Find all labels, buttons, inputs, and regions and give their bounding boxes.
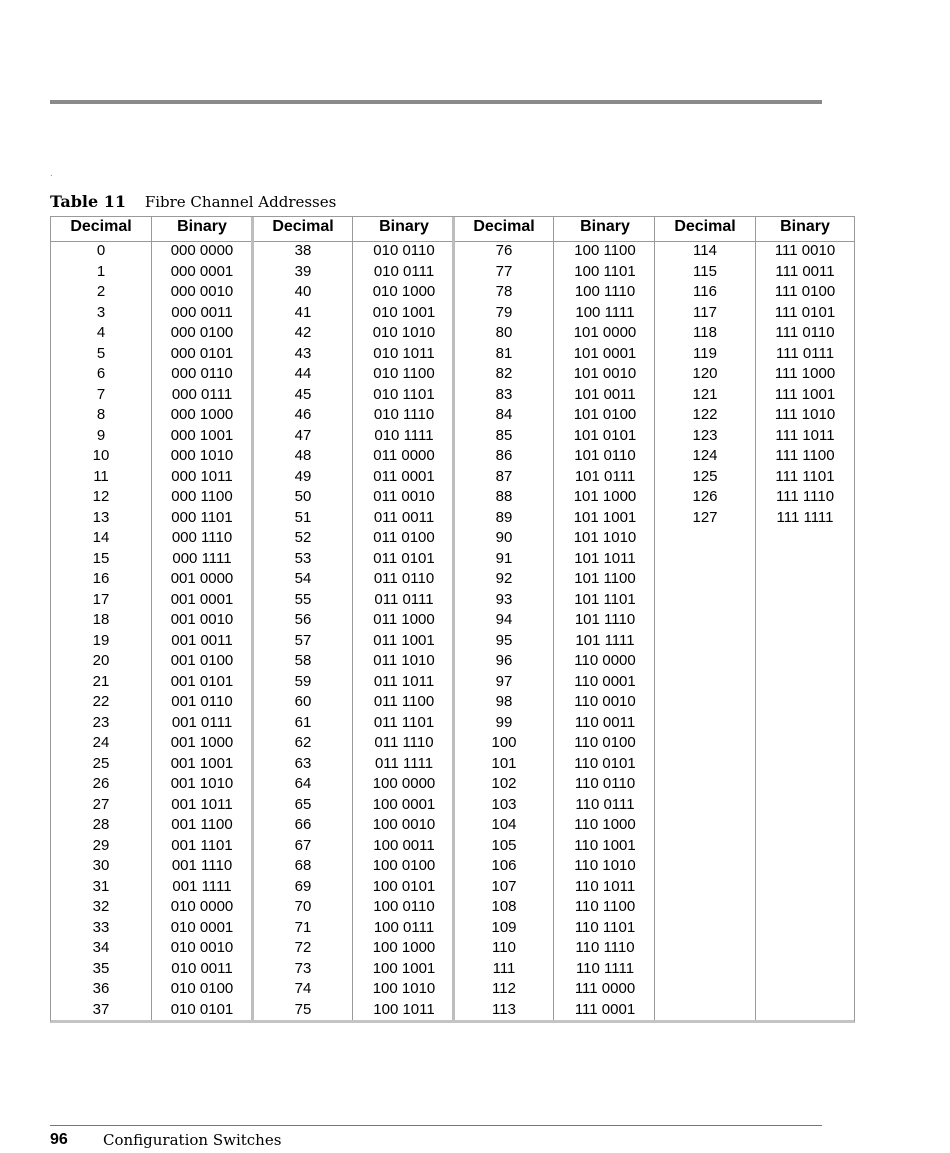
binary-cell: 011 1000 bbox=[373, 611, 435, 628]
decimal-cell: 77 bbox=[495, 262, 513, 280]
decimal-cell: 48 bbox=[294, 447, 312, 464]
decimal-cell: 67 bbox=[294, 836, 312, 854]
decimal-cell: 110 bbox=[492, 939, 516, 956]
header-decimal-1: Decimal bbox=[70, 218, 132, 235]
binary-cell: 001 0111 bbox=[171, 713, 233, 731]
binary-cell: 101 0000 bbox=[573, 324, 637, 341]
header-binary-2: Binary bbox=[379, 218, 429, 235]
decimal-cell: 95 bbox=[495, 631, 513, 649]
decimal-cell: 68 bbox=[294, 857, 312, 874]
decimal-cell: 83 bbox=[495, 385, 513, 403]
decimal-cell: 118 bbox=[693, 324, 717, 341]
decimal-cell: 60 bbox=[294, 693, 312, 710]
binary-cell: 010 0011 bbox=[171, 959, 233, 977]
binary-cell: 101 1101 bbox=[574, 590, 636, 608]
decimal-cell: 18 bbox=[92, 611, 110, 628]
decimal-cell: 65 bbox=[294, 795, 312, 813]
decimal-cell: 38 bbox=[294, 242, 312, 259]
decimal-cell: 114 bbox=[693, 242, 717, 259]
decimal-cell: 89 bbox=[495, 508, 513, 526]
binary-cell: 011 0100 bbox=[373, 529, 435, 546]
binary-cell: 111 0110 bbox=[775, 324, 835, 341]
binary-cell: 001 0100 bbox=[170, 652, 234, 669]
decimal-cell: 39 bbox=[294, 262, 312, 280]
binary-cell: 011 0000 bbox=[373, 447, 435, 464]
binary-cell: 101 1110 bbox=[574, 611, 636, 628]
binary-cell: 111 0101 bbox=[774, 303, 836, 321]
binary-cell: 010 0100 bbox=[170, 980, 234, 997]
binary-cell: 100 1101 bbox=[574, 262, 636, 280]
decimal-cell: 87 bbox=[495, 467, 513, 485]
binary-cell: 001 0000 bbox=[170, 570, 234, 587]
decimal-cell: 73 bbox=[294, 959, 312, 977]
binary-cell: 110 1100 bbox=[574, 898, 636, 915]
binary-cell: 010 1010 bbox=[372, 324, 436, 341]
decimal-cell: 127 bbox=[692, 508, 718, 526]
binary-cell: 111 0100 bbox=[774, 283, 836, 300]
decimal-cell: 46 bbox=[294, 406, 312, 423]
binary-cell: 110 0000 bbox=[574, 652, 636, 669]
decimal-cell: 75 bbox=[294, 1000, 312, 1018]
binary-cell: 101 1000 bbox=[573, 488, 637, 505]
decimal-cell: 82 bbox=[495, 365, 513, 382]
binary-cell: 110 0111 bbox=[575, 795, 635, 813]
decimal-cell: 104 bbox=[491, 816, 517, 833]
binary-column-3 bbox=[555, 242, 655, 1021]
binary-cell: 010 0111 bbox=[373, 262, 435, 280]
decimal-cell: 63 bbox=[294, 754, 312, 772]
decimal-cell: 7 bbox=[96, 385, 106, 403]
decimal-cell: 54 bbox=[294, 570, 312, 587]
decimal-cell: 121 bbox=[692, 385, 718, 403]
decimal-cell: 33 bbox=[92, 918, 110, 936]
binary-cell: 010 1011 bbox=[373, 344, 435, 362]
binary-column-2 bbox=[354, 242, 454, 1021]
decimal-cell: 32 bbox=[92, 898, 110, 915]
binary-cell: 101 0010 bbox=[573, 365, 637, 382]
binary-cell: 001 0010 bbox=[170, 611, 234, 628]
decimal-cell: 0 bbox=[96, 242, 106, 259]
decimal-cell: 29 bbox=[92, 836, 110, 854]
decimal-cell: 113 bbox=[492, 1000, 516, 1018]
binary-cell: 010 1001 bbox=[372, 303, 436, 321]
binary-cell: 000 1100 bbox=[171, 488, 233, 505]
header-decimal-3: Decimal bbox=[473, 218, 535, 235]
binary-cell: 000 1110 bbox=[171, 529, 233, 546]
header-decimal-2: Decimal bbox=[272, 218, 334, 235]
decimal-cell: 6 bbox=[96, 365, 106, 382]
decimal-cell: 15 bbox=[92, 549, 110, 567]
binary-cell: 111 1101 bbox=[775, 467, 835, 485]
binary-cell: 001 1111 bbox=[172, 877, 232, 895]
binary-cell: 010 1000 bbox=[372, 283, 436, 300]
decimal-cell: 56 bbox=[294, 611, 312, 628]
binary-cell: 011 1111 bbox=[374, 754, 434, 772]
decimal-cell: 17 bbox=[92, 590, 110, 608]
decimal-cell: 14 bbox=[92, 529, 110, 546]
decimal-cell: 22 bbox=[92, 693, 110, 710]
decimal-cell: 57 bbox=[294, 631, 312, 649]
binary-cell: 101 0111 bbox=[574, 467, 636, 485]
binary-cell: 100 0100 bbox=[372, 857, 436, 874]
decimal-cell: 43 bbox=[294, 344, 312, 362]
binary-cell: 000 0001 bbox=[170, 262, 234, 280]
decimal-cell: 26 bbox=[92, 775, 110, 792]
top-rule bbox=[50, 100, 822, 104]
decimal-cell: 8 bbox=[96, 406, 106, 423]
decimal-cell: 74 bbox=[294, 980, 312, 997]
decimal-cell: 19 bbox=[92, 631, 110, 649]
decimal-cell: 97 bbox=[495, 672, 513, 690]
decimal-cell: 30 bbox=[92, 857, 110, 874]
binary-cell: 111 0011 bbox=[775, 262, 835, 280]
binary-cell: 000 1010 bbox=[170, 447, 234, 464]
binary-cell: 011 1110 bbox=[374, 734, 434, 751]
binary-cell: 110 1011 bbox=[574, 877, 636, 895]
binary-cell: 011 1011 bbox=[373, 672, 435, 690]
fibre-channel-address-table bbox=[50, 216, 855, 1023]
decimal-column-4 bbox=[655, 242, 755, 529]
binary-cell: 000 0110 bbox=[171, 365, 233, 382]
decimal-cell: 64 bbox=[294, 775, 312, 792]
binary-cell: 000 1111 bbox=[172, 549, 232, 567]
decimal-cell: 53 bbox=[294, 549, 312, 567]
binary-cell: 010 0010 bbox=[170, 939, 234, 956]
decimal-cell: 86 bbox=[495, 447, 513, 464]
binary-cell: 110 1101 bbox=[574, 918, 636, 936]
decimal-cell: 117 bbox=[693, 303, 717, 321]
table-caption-title: Fibre Channel Addresses bbox=[144, 193, 337, 211]
binary-cell: 101 1111 bbox=[575, 631, 635, 649]
binary-cell: 011 0101 bbox=[373, 549, 435, 567]
decimal-cell: 47 bbox=[294, 426, 312, 444]
decimal-cell: 106 bbox=[491, 857, 517, 874]
decimal-cell: 98 bbox=[495, 693, 513, 710]
binary-cell: 001 0110 bbox=[171, 693, 233, 710]
decimal-cell: 84 bbox=[495, 406, 513, 423]
decimal-cell: 76 bbox=[495, 242, 513, 259]
decimal-cell: 102 bbox=[491, 775, 517, 792]
binary-cell: 101 1100 bbox=[574, 570, 636, 587]
binary-cell: 100 1011 bbox=[373, 1000, 435, 1018]
binary-cell: 101 0110 bbox=[574, 447, 636, 464]
binary-column-4 bbox=[756, 242, 854, 529]
decimal-cell: 4 bbox=[96, 324, 106, 341]
binary-cell: 110 0100 bbox=[574, 734, 636, 751]
binary-cell: 000 1001 bbox=[170, 426, 234, 444]
header-binary-1: Binary bbox=[177, 218, 227, 235]
decimal-cell: 10 bbox=[92, 447, 110, 464]
binary-cell: 010 0000 bbox=[170, 898, 234, 915]
binary-cell: 110 0001 bbox=[574, 672, 636, 690]
binary-cell: 110 0011 bbox=[574, 713, 636, 731]
decimal-cell: 55 bbox=[294, 590, 312, 608]
binary-cell: 001 1010 bbox=[170, 775, 234, 792]
binary-cell: 010 1111 bbox=[374, 426, 434, 444]
binary-cell: 001 1001 bbox=[170, 754, 234, 772]
binary-cell: 011 1001 bbox=[373, 631, 435, 649]
decimal-cell: 105 bbox=[491, 836, 517, 854]
decimal-cell: 69 bbox=[294, 877, 312, 895]
binary-cell: 101 0101 bbox=[573, 426, 637, 444]
binary-cell: 001 0001 bbox=[170, 590, 234, 608]
binary-cell: 011 1010 bbox=[373, 652, 435, 669]
binary-cell: 011 0010 bbox=[373, 488, 435, 505]
decimal-cell: 21 bbox=[92, 672, 110, 690]
decimal-cell: 119 bbox=[693, 344, 717, 362]
binary-cell: 111 1111 bbox=[776, 508, 834, 526]
binary-cell: 110 0110 bbox=[574, 775, 636, 792]
decimal-cell: 126 bbox=[692, 488, 718, 505]
binary-cell: 110 1000 bbox=[574, 816, 636, 833]
decimal-cell: 24 bbox=[92, 734, 110, 751]
binary-cell: 100 1110 bbox=[574, 283, 636, 300]
decimal-cell: 96 bbox=[495, 652, 513, 669]
binary-cell: 111 1001 bbox=[774, 385, 836, 403]
binary-cell: 110 1111 bbox=[575, 959, 635, 977]
header-decimal-4: Decimal bbox=[674, 218, 736, 235]
decimal-cell: 124 bbox=[692, 447, 718, 464]
decimal-cell: 20 bbox=[92, 652, 110, 669]
binary-cell: 000 0101 bbox=[170, 344, 234, 362]
binary-cell: 001 1000 bbox=[170, 734, 234, 751]
decimal-cell: 108 bbox=[491, 898, 517, 915]
binary-cell: 100 1111 bbox=[575, 303, 635, 321]
binary-cell: 111 1100 bbox=[775, 447, 835, 464]
binary-cell: 110 0101 bbox=[574, 754, 636, 772]
table-caption bbox=[50, 192, 336, 211]
decimal-cell: 103 bbox=[491, 795, 517, 813]
binary-cell: 010 1100 bbox=[373, 365, 435, 382]
binary-cell: 101 0100 bbox=[573, 406, 637, 423]
decimal-cell: 41 bbox=[294, 303, 312, 321]
footer-rule bbox=[50, 1125, 822, 1126]
binary-cell: 001 1101 bbox=[171, 836, 233, 854]
decimal-cell: 72 bbox=[294, 939, 312, 956]
decimal-cell: 62 bbox=[294, 734, 312, 751]
binary-cell: 111 1110 bbox=[775, 488, 835, 505]
binary-cell: 111 0000 bbox=[574, 980, 636, 997]
binary-cell: 011 0011 bbox=[373, 508, 435, 526]
decimal-cell: 122 bbox=[692, 406, 718, 423]
binary-cell: 100 0101 bbox=[372, 877, 436, 895]
decimal-cell: 42 bbox=[294, 324, 312, 341]
decimal-cell: 123 bbox=[692, 426, 718, 444]
decimal-cell: 34 bbox=[92, 939, 110, 956]
decimal-cell: 12 bbox=[92, 488, 110, 505]
binary-cell: 110 1110 bbox=[575, 939, 635, 956]
binary-cell: 100 0110 bbox=[373, 898, 435, 915]
decimal-cell: 5 bbox=[96, 344, 106, 362]
decimal-cell: 99 bbox=[495, 713, 513, 731]
binary-column-1 bbox=[152, 242, 252, 1021]
binary-cell: 000 0010 bbox=[170, 283, 234, 300]
binary-cell: 100 1000 bbox=[372, 939, 436, 956]
decimal-cell: 27 bbox=[92, 795, 110, 813]
decimal-cell: 93 bbox=[495, 590, 513, 608]
decimal-column-1 bbox=[51, 242, 151, 1021]
decimal-cell: 92 bbox=[495, 570, 513, 587]
decimal-cell: 40 bbox=[294, 283, 312, 300]
binary-cell: 010 0110 bbox=[373, 242, 435, 259]
decimal-cell: 70 bbox=[294, 898, 312, 915]
decimal-cell: 11 bbox=[93, 467, 109, 485]
decimal-cell: 100 bbox=[491, 734, 517, 751]
table-caption-label: Table 11 bbox=[50, 192, 127, 211]
header-binary-3: Binary bbox=[580, 218, 630, 235]
binary-cell: 110 1001 bbox=[574, 836, 636, 854]
decimal-cell: 45 bbox=[294, 385, 312, 403]
binary-cell: 011 1101 bbox=[373, 713, 435, 731]
binary-cell: 110 1010 bbox=[574, 857, 636, 874]
decimal-cell: 16 bbox=[92, 570, 110, 587]
decimal-cell: 111 bbox=[492, 959, 516, 977]
decimal-cell: 107 bbox=[491, 877, 517, 895]
binary-cell: 000 1000 bbox=[170, 406, 234, 423]
decimal-cell: 44 bbox=[294, 365, 312, 382]
decimal-cell: 61 bbox=[294, 713, 312, 731]
decimal-cell: 85 bbox=[495, 426, 513, 444]
decimal-column-3 bbox=[454, 242, 554, 1021]
decimal-cell: 37 bbox=[92, 1000, 110, 1018]
footer-section-title: Configuration Switches bbox=[103, 1131, 282, 1149]
decimal-cell: 71 bbox=[294, 918, 312, 936]
decimal-cell: 58 bbox=[294, 652, 312, 669]
decimal-cell: 112 bbox=[492, 980, 516, 997]
decimal-cell: 59 bbox=[294, 672, 312, 690]
header-binary-4: Binary bbox=[780, 218, 830, 235]
binary-cell: 000 0000 bbox=[170, 242, 234, 259]
decimal-cell: 81 bbox=[495, 344, 513, 362]
decimal-cell: 90 bbox=[495, 529, 513, 546]
binary-cell: 000 0100 bbox=[170, 324, 234, 341]
binary-cell: 000 0111 bbox=[171, 385, 233, 403]
binary-cell: 000 1011 bbox=[171, 467, 233, 485]
binary-cell: 101 1001 bbox=[573, 508, 637, 526]
binary-cell: 101 1010 bbox=[573, 529, 637, 546]
decimal-cell: 125 bbox=[692, 467, 718, 485]
decimal-cell: 52 bbox=[294, 529, 312, 546]
binary-cell: 101 1011 bbox=[574, 549, 636, 567]
binary-cell: 111 0111 bbox=[775, 344, 835, 362]
binary-cell: 111 0001 bbox=[574, 1000, 636, 1018]
binary-cell: 100 0001 bbox=[372, 795, 436, 813]
binary-cell: 001 0101 bbox=[170, 672, 234, 690]
binary-cell: 011 1100 bbox=[373, 693, 435, 710]
binary-cell: 010 0001 bbox=[170, 918, 234, 936]
decimal-cell: 9 bbox=[96, 426, 106, 444]
binary-cell: 010 1101 bbox=[373, 385, 435, 403]
decimal-cell: 88 bbox=[495, 488, 513, 505]
binary-cell: 011 0110 bbox=[373, 570, 435, 587]
decimal-cell: 25 bbox=[92, 754, 110, 772]
binary-cell: 011 0111 bbox=[374, 590, 434, 608]
binary-cell: 100 0010 bbox=[372, 816, 436, 833]
decimal-cell: 78 bbox=[495, 283, 513, 300]
binary-cell: 001 1011 bbox=[171, 795, 233, 813]
decimal-cell: 23 bbox=[92, 713, 110, 731]
binary-cell: 010 0101 bbox=[170, 1000, 234, 1018]
binary-cell: 111 0010 bbox=[774, 242, 836, 259]
decimal-cell: 28 bbox=[92, 816, 110, 833]
decimal-cell: 49 bbox=[294, 467, 312, 485]
decimal-cell: 109 bbox=[491, 918, 517, 936]
decimal-cell: 120 bbox=[692, 365, 718, 382]
stray-dot: . bbox=[50, 168, 53, 179]
decimal-cell: 2 bbox=[96, 283, 106, 300]
decimal-cell: 94 bbox=[495, 611, 513, 628]
decimal-cell: 50 bbox=[294, 488, 312, 505]
binary-cell: 100 0000 bbox=[372, 775, 436, 792]
binary-cell: 100 1010 bbox=[372, 980, 436, 997]
binary-cell: 001 1100 bbox=[171, 816, 233, 833]
decimal-cell: 115 bbox=[693, 262, 717, 280]
binary-cell: 101 0011 bbox=[574, 385, 636, 403]
binary-cell: 111 1011 bbox=[775, 426, 835, 444]
binary-cell: 011 0001 bbox=[373, 467, 435, 485]
decimal-column-2 bbox=[253, 242, 353, 1021]
binary-cell: 010 1110 bbox=[373, 406, 435, 423]
decimal-cell: 80 bbox=[495, 324, 513, 341]
decimal-cell: 91 bbox=[495, 549, 513, 567]
decimal-cell: 116 bbox=[693, 283, 717, 300]
decimal-cell: 101 bbox=[491, 754, 517, 772]
decimal-cell: 79 bbox=[495, 303, 513, 321]
binary-cell: 100 1001 bbox=[372, 959, 436, 977]
binary-cell: 100 0011 bbox=[373, 836, 435, 854]
binary-cell: 000 1101 bbox=[171, 508, 233, 526]
decimal-cell: 35 bbox=[92, 959, 110, 977]
binary-cell: 001 0011 bbox=[171, 631, 233, 649]
decimal-cell: 66 bbox=[294, 816, 312, 833]
binary-cell: 111 1010 bbox=[774, 406, 836, 423]
decimal-cell: 36 bbox=[92, 980, 110, 997]
decimal-cell: 51 bbox=[294, 508, 312, 526]
binary-cell: 110 0010 bbox=[574, 693, 636, 710]
page-number: 96 bbox=[50, 1131, 68, 1148]
decimal-cell: 13 bbox=[92, 508, 110, 526]
binary-cell: 100 0111 bbox=[373, 918, 435, 936]
binary-cell: 100 1100 bbox=[574, 242, 636, 259]
decimal-cell: 3 bbox=[96, 303, 106, 321]
decimal-cell: 31 bbox=[92, 877, 110, 895]
binary-cell: 001 1110 bbox=[171, 857, 233, 874]
decimal-cell: 1 bbox=[96, 262, 106, 280]
binary-cell: 101 0001 bbox=[573, 344, 637, 362]
binary-cell: 111 1000 bbox=[774, 365, 836, 382]
binary-cell: 000 0011 bbox=[171, 303, 233, 321]
